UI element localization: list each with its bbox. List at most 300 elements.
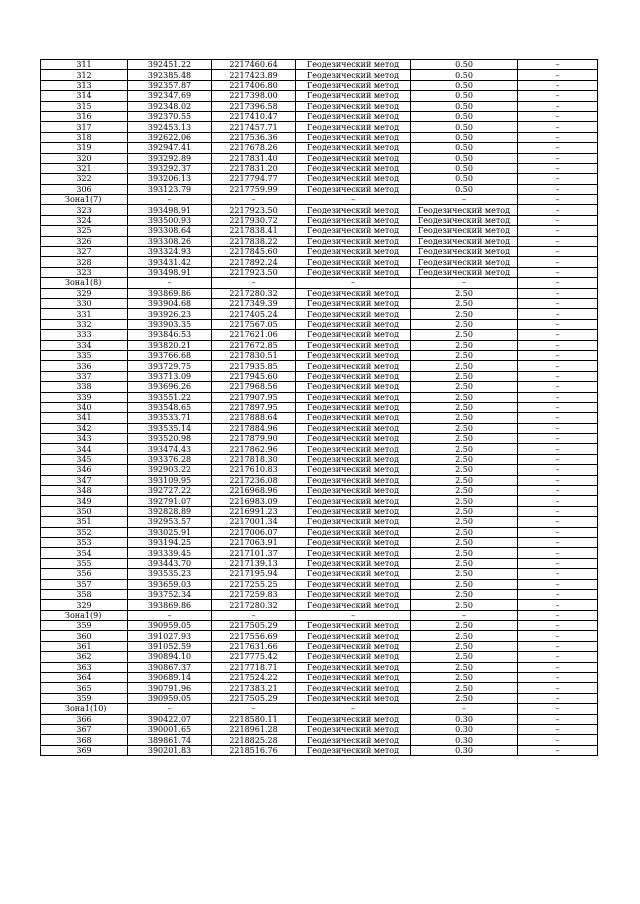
accuracy-cell: 2.50 [411,579,518,589]
accuracy-cell: Геодезический метод [411,215,518,225]
note-cell: – [518,610,598,620]
accuracy-cell: 2.50 [411,693,518,703]
method-cell: Геодезический метод [296,402,411,412]
table-row [41,641,598,651]
accuracy-cell: 0.50 [411,143,518,153]
note-cell: – [518,267,598,277]
note-cell: – [518,319,598,329]
point-number-cell: 353 [41,537,128,547]
x-coordinate-cell: 392451.22 [128,60,212,70]
method-cell: Геодезический метод [296,319,411,329]
x-coordinate-cell: 392903.22 [128,465,212,475]
method-cell: Геодезический метод [296,330,411,340]
accuracy-cell: 2.50 [411,402,518,412]
note-cell: – [518,80,598,90]
x-coordinate-cell: 392947.41 [128,143,212,153]
note-cell: – [518,309,598,319]
accuracy-cell: 2.50 [411,444,518,454]
x-coordinate-cell: 393729.75 [128,361,212,371]
y-coordinate-cell: 2217678.26 [212,143,296,153]
note-cell: – [518,735,598,745]
zone-label-cell: Зона1(9) [41,610,128,620]
point-number-cell: 335 [41,350,128,360]
note-cell: – [518,413,598,423]
method-cell: Геодезический метод [296,382,411,392]
point-number-cell: 323 [41,205,128,215]
accuracy-cell: Геодезический метод [411,267,518,277]
x-coordinate-cell: 389861.74 [128,735,212,745]
method-cell: Геодезический метод [296,714,411,724]
x-coordinate-cell: – [128,278,212,288]
accuracy-cell: 2.50 [411,392,518,402]
note-cell: – [518,517,598,527]
point-number-cell: 369 [41,745,128,755]
point-number-cell: 320 [41,153,128,163]
zone-header-row [41,610,598,620]
y-coordinate-cell: 2217818.30 [212,454,296,464]
point-number-cell: 339 [41,392,128,402]
x-coordinate-cell: 393500.93 [128,215,212,225]
y-coordinate-cell: 2217888.64 [212,413,296,423]
y-coordinate-cell: 2217907.95 [212,392,296,402]
point-number-cell: 356 [41,569,128,579]
note-cell: – [518,215,598,225]
y-coordinate-cell: – [212,704,296,714]
table-row [41,537,598,547]
x-coordinate-cell: 391027.93 [128,631,212,641]
table-row [41,288,598,298]
point-number-cell: 359 [41,693,128,703]
x-coordinate-cell: 393548.65 [128,402,212,412]
x-coordinate-cell: 390689.14 [128,673,212,683]
method-cell: Геодезический метод [296,569,411,579]
table-row [41,454,598,464]
y-coordinate-cell: 2217892.24 [212,257,296,267]
y-coordinate-cell: 2217524.22 [212,673,296,683]
table-row [41,184,598,194]
x-coordinate-cell: 393752.34 [128,589,212,599]
table-row [41,475,598,485]
accuracy-cell: 2.50 [411,517,518,527]
y-coordinate-cell: 2217457.71 [212,122,296,132]
method-cell: Геодезический метод [296,465,411,475]
point-number-cell: 347 [41,475,128,485]
note-cell: – [518,683,598,693]
x-coordinate-cell: 393551.22 [128,392,212,402]
table-row [41,434,598,444]
accuracy-cell: 0.50 [411,91,518,101]
x-coordinate-cell: 392348.02 [128,101,212,111]
accuracy-cell: 2.50 [411,382,518,392]
y-coordinate-cell: 2217759.99 [212,184,296,194]
point-number-cell: 342 [41,423,128,433]
point-number-cell: 327 [41,247,128,257]
point-number-cell: 363 [41,662,128,672]
note-cell: – [518,496,598,506]
point-number-cell: 352 [41,527,128,537]
method-cell: Геодезический метод [296,111,411,121]
point-number-cell: 306 [41,184,128,194]
table-row [41,527,598,537]
coordinates-table [40,59,598,756]
accuracy-cell: – [411,195,518,205]
point-number-cell: 311 [41,60,128,70]
accuracy-cell: 2.50 [411,340,518,350]
table-row [41,80,598,90]
accuracy-cell: 2.50 [411,475,518,485]
table-row [41,257,598,267]
accuracy-cell: 2.50 [411,537,518,547]
note-cell: – [518,153,598,163]
note-cell: – [518,454,598,464]
point-number-cell: 328 [41,257,128,267]
x-coordinate-cell: 393903.35 [128,319,212,329]
y-coordinate-cell: 2217672.85 [212,340,296,350]
note-cell: – [518,195,598,205]
point-number-cell: 365 [41,683,128,693]
accuracy-cell: 2.50 [411,569,518,579]
point-number-cell: 366 [41,714,128,724]
y-coordinate-cell: 2217280.32 [212,600,296,610]
x-coordinate-cell: 390001.65 [128,725,212,735]
method-cell: Геодезический метод [296,641,411,651]
point-number-cell: 318 [41,132,128,142]
method-cell: Геодезический метод [296,267,411,277]
point-number-cell: 367 [41,725,128,735]
point-number-cell: 349 [41,496,128,506]
y-coordinate-cell: 2217631.66 [212,641,296,651]
method-cell: Геодезический метод [296,247,411,257]
note-cell: – [518,434,598,444]
note-cell: – [518,569,598,579]
y-coordinate-cell: 2217006.07 [212,527,296,537]
y-coordinate-cell: 2217831.40 [212,153,296,163]
table-row [41,60,598,70]
note-cell: – [518,330,598,340]
table-row [41,579,598,589]
point-number-cell: 360 [41,631,128,641]
method-cell: Геодезический метод [296,548,411,558]
note-cell: – [518,340,598,350]
accuracy-cell: 2.50 [411,641,518,651]
method-cell: Геодезический метод [296,745,411,755]
y-coordinate-cell: 2217236.08 [212,475,296,485]
note-cell: – [518,725,598,735]
table-row [41,517,598,527]
accuracy-cell: 2.50 [411,673,518,683]
method-cell: Геодезический метод [296,506,411,516]
x-coordinate-cell: – [128,610,212,620]
table-row [41,693,598,703]
accuracy-cell: Геодезический метод [411,247,518,257]
y-coordinate-cell: – [212,195,296,205]
y-coordinate-cell: 2218825.28 [212,735,296,745]
method-cell: Геодезический метод [296,101,411,111]
x-coordinate-cell: 393713.09 [128,371,212,381]
table-row [41,683,598,693]
note-cell: – [518,704,598,714]
method-cell: Геодезический метод [296,340,411,350]
zone-label-cell: Зона1(8) [41,278,128,288]
note-cell: – [518,288,598,298]
x-coordinate-cell: 393498.91 [128,267,212,277]
y-coordinate-cell: 2217794.77 [212,174,296,184]
point-number-cell: 346 [41,465,128,475]
note-cell: – [518,101,598,111]
table-row [41,631,598,641]
method-cell: Геодезический метод [296,361,411,371]
table-row [41,163,598,173]
point-number-cell: 345 [41,454,128,464]
note-cell: – [518,693,598,703]
point-number-cell: 340 [41,402,128,412]
method-cell: Геодезический метод [296,215,411,225]
accuracy-cell: 2.50 [411,683,518,693]
method-cell: – [296,278,411,288]
table-row [41,70,598,80]
accuracy-cell: 2.50 [411,288,518,298]
x-coordinate-cell: 390791.96 [128,683,212,693]
method-cell: Геодезический метод [296,309,411,319]
accuracy-cell: 0.50 [411,163,518,173]
method-cell: Геодезический метод [296,174,411,184]
table-row [41,101,598,111]
accuracy-cell: 2.50 [411,621,518,631]
method-cell: Геодезический метод [296,80,411,90]
point-number-cell: 316 [41,111,128,121]
method-cell: Геодезический метод [296,454,411,464]
y-coordinate-cell: 2217001.34 [212,517,296,527]
table-row [41,402,598,412]
note-cell: – [518,652,598,662]
method-cell: Геодезический метод [296,423,411,433]
y-coordinate-cell: 2217945.60 [212,371,296,381]
point-number-cell: 317 [41,122,128,132]
accuracy-cell: 2.50 [411,309,518,319]
note-cell: – [518,579,598,589]
table-row [41,330,598,340]
note-cell: – [518,132,598,142]
method-cell: Геодезический метод [296,226,411,236]
accuracy-cell: Геодезический метод [411,236,518,246]
note-cell: – [518,205,598,215]
note-cell: – [518,247,598,257]
y-coordinate-cell: 2217718.71 [212,662,296,672]
x-coordinate-cell: 393443.70 [128,558,212,568]
method-cell: Геодезический метод [296,298,411,308]
method-cell: Геодезический метод [296,257,411,267]
y-coordinate-cell: 2217536.36 [212,132,296,142]
note-cell: – [518,589,598,599]
table-row [41,226,598,236]
accuracy-cell: 2.50 [411,496,518,506]
method-cell: Геодезический метод [296,537,411,547]
method-cell: Геодезический метод [296,496,411,506]
note-cell: – [518,745,598,755]
y-coordinate-cell: 2217862.96 [212,444,296,454]
x-coordinate-cell: 393324.93 [128,247,212,257]
table-row [41,506,598,516]
y-coordinate-cell: 2217195.94 [212,569,296,579]
table-row [41,236,598,246]
accuracy-cell: 0.50 [411,184,518,194]
x-coordinate-cell: 392347.69 [128,91,212,101]
method-cell: Геодезический метод [296,517,411,527]
point-number-cell: 333 [41,330,128,340]
method-cell: Геодезический метод [296,236,411,246]
x-coordinate-cell: 393474.43 [128,444,212,454]
point-number-cell: 329 [41,600,128,610]
point-number-cell: 313 [41,80,128,90]
y-coordinate-cell: 2217101.37 [212,548,296,558]
x-coordinate-cell: 392385.48 [128,70,212,80]
table-row [41,205,598,215]
accuracy-cell: 0.50 [411,80,518,90]
x-coordinate-cell: 392357.87 [128,80,212,90]
y-coordinate-cell: 2217610.83 [212,465,296,475]
method-cell: Геодезический метод [296,527,411,537]
x-coordinate-cell: 393123.79 [128,184,212,194]
x-coordinate-cell: 393820.21 [128,340,212,350]
method-cell: Геодезический метод [296,673,411,683]
zone-label-cell: Зона1(7) [41,195,128,205]
x-coordinate-cell: 392370.55 [128,111,212,121]
point-number-cell: 325 [41,226,128,236]
y-coordinate-cell: 2217621.06 [212,330,296,340]
accuracy-cell: 2.50 [411,371,518,381]
y-coordinate-cell: 2217460.64 [212,60,296,70]
table-row [41,714,598,724]
method-cell: Геодезический метод [296,132,411,142]
table-row [41,486,598,496]
table-row [41,673,598,683]
table-row [41,309,598,319]
accuracy-cell: – [411,704,518,714]
zone-header-row [41,704,598,714]
table-row [41,298,598,308]
y-coordinate-cell: 2218580.11 [212,714,296,724]
point-number-cell: 358 [41,589,128,599]
point-number-cell: 312 [41,70,128,80]
y-coordinate-cell: 2217830.51 [212,350,296,360]
table-row [41,589,598,599]
x-coordinate-cell: – [128,704,212,714]
table-row [41,111,598,121]
table-row [41,600,598,610]
point-number-cell: 364 [41,673,128,683]
y-coordinate-cell: – [212,278,296,288]
note-cell: – [518,475,598,485]
y-coordinate-cell: 2217935.85 [212,361,296,371]
note-cell: – [518,631,598,641]
zone-header-row [41,278,598,288]
note-cell: – [518,382,598,392]
method-cell: – [296,704,411,714]
y-coordinate-cell: 2217923.50 [212,267,296,277]
table-row [41,361,598,371]
x-coordinate-cell: 390959.05 [128,621,212,631]
accuracy-cell: 2.50 [411,434,518,444]
method-cell: Геодезический метод [296,153,411,163]
point-number-cell: 368 [41,735,128,745]
table-row [41,122,598,132]
method-cell: – [296,610,411,620]
table-row [41,444,598,454]
coordinates-table-body [41,60,598,756]
accuracy-cell: 0.50 [411,70,518,80]
x-coordinate-cell: 391052.59 [128,641,212,651]
accuracy-cell: 0.50 [411,101,518,111]
accuracy-cell: 0.50 [411,111,518,121]
accuracy-cell: 0.50 [411,132,518,142]
note-cell: – [518,350,598,360]
point-number-cell: 314 [41,91,128,101]
method-cell: Геодезический метод [296,486,411,496]
accuracy-cell: 0.30 [411,745,518,755]
x-coordinate-cell: – [128,195,212,205]
point-number-cell: 326 [41,236,128,246]
method-cell: Геодезический метод [296,631,411,641]
y-coordinate-cell: 2217831.20 [212,163,296,173]
x-coordinate-cell: 392453.13 [128,122,212,132]
y-coordinate-cell: 2217255.25 [212,579,296,589]
table-row [41,465,598,475]
note-cell: – [518,506,598,516]
accuracy-cell: 2.50 [411,589,518,599]
method-cell: Геодезический метод [296,392,411,402]
note-cell: – [518,558,598,568]
y-coordinate-cell: 2217423.89 [212,70,296,80]
table-row [41,413,598,423]
note-cell: – [518,527,598,537]
method-cell: Геодезический метод [296,122,411,132]
note-cell: – [518,257,598,267]
x-coordinate-cell: 393194.25 [128,537,212,547]
method-cell: Геодезический метод [296,693,411,703]
x-coordinate-cell: 393431.42 [128,257,212,267]
x-coordinate-cell: 393535.23 [128,569,212,579]
y-coordinate-cell: 2217879.90 [212,434,296,444]
method-cell: Геодезический метод [296,735,411,745]
note-cell: – [518,641,598,651]
x-coordinate-cell: 390894.10 [128,652,212,662]
note-cell: – [518,174,598,184]
point-number-cell: 355 [41,558,128,568]
method-cell: Геодезический метод [296,475,411,485]
point-number-cell: 336 [41,361,128,371]
note-cell: – [518,662,598,672]
accuracy-cell: 2.50 [411,631,518,641]
y-coordinate-cell: 2217505.29 [212,693,296,703]
table-row [41,392,598,402]
point-number-cell: 332 [41,319,128,329]
y-coordinate-cell: – [212,610,296,620]
note-cell: – [518,486,598,496]
x-coordinate-cell: 393766.68 [128,350,212,360]
y-coordinate-cell: 2217063.91 [212,537,296,547]
note-cell: – [518,444,598,454]
point-number-cell: 323 [41,267,128,277]
point-number-cell: 361 [41,641,128,651]
x-coordinate-cell: 393025.91 [128,527,212,537]
y-coordinate-cell: 2217968.56 [212,382,296,392]
x-coordinate-cell: 390422.07 [128,714,212,724]
accuracy-cell: 2.50 [411,361,518,371]
x-coordinate-cell: 392622.06 [128,132,212,142]
method-cell: Геодезический метод [296,184,411,194]
note-cell: – [518,298,598,308]
x-coordinate-cell: 393292.89 [128,153,212,163]
